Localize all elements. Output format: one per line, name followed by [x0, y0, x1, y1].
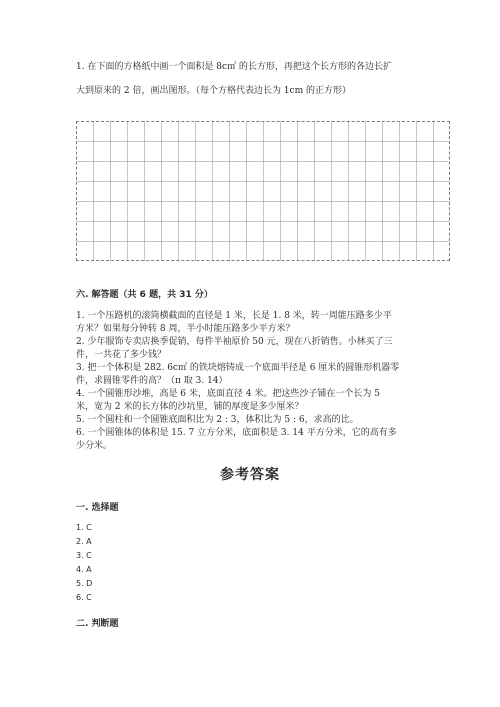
question-1-line-2: 大到原来的 2 倍，画出图形。（每个方格代表边长为 1cm 的正方形）	[76, 86, 351, 96]
problem-line: 米，宽为 2 米的长方体的沙坑里，铺的厚度是多少厘米？	[76, 402, 304, 412]
answer-item: 3. C	[76, 551, 92, 560]
problem-line: 3. 把一个体积是 282. 6c㎡ 的铁块熔铸成一个底面半径是 6 厘米的圆锥形机器零	[76, 363, 400, 373]
answers-section-2-title: 二. 判断题	[76, 619, 119, 629]
question-1-line-1: 1. 在下面的方格纸中画一个面积是 8c㎡ 的长方形，再把这个长方形的各边长扩	[76, 62, 392, 72]
problem-line: 5. 一个圆柱和一个圆锥底面积比为 2 : 3，体积比为 5 : 6，求高的比。	[76, 415, 359, 425]
answer-item: 5. D	[76, 579, 93, 588]
problem-line: 1. 一个压路机的滚筒横截面的直径是 1 米，长是 1. 8 米，转一周能压路多少平	[76, 311, 392, 321]
answer-item: 6. C	[76, 593, 92, 602]
answer-item: 1. C	[76, 523, 92, 532]
drawing-grid	[76, 121, 450, 261]
problem-line: 6. 一个圆锥体的体积是 15. 7 立方分米，底面积是 3. 14 平方分米，它的高有多	[76, 428, 397, 438]
answers-section-1-title: 一. 选择题	[76, 503, 119, 513]
problem-line: 方米？如果每分钟转 8 周，半小时能压路多少平方米？	[76, 324, 295, 334]
problem-line: 件，一共花了多少钱？	[76, 350, 167, 360]
problem-line: 4. 一个圆锥形沙堆，高是 6 米，底面直径 4 米。把这些沙子铺在一个长为 5	[76, 389, 380, 399]
problem-line: 件，求圆锥零件的高？（π 取 3. 14）	[76, 376, 228, 386]
answers-title: 参考答案	[220, 467, 280, 483]
section-6-title: 六. 解答题（共 6 题，共 31 分）	[76, 290, 213, 300]
problem-line: 少分米。	[76, 441, 113, 451]
answer-item: 2. A	[76, 537, 92, 546]
answer-item: 4. A	[76, 565, 92, 574]
problem-line: 2. 少年服饰专卖店换季促销，每件半袖原价 50 元，现在八折销售。小林买了三	[76, 337, 393, 347]
